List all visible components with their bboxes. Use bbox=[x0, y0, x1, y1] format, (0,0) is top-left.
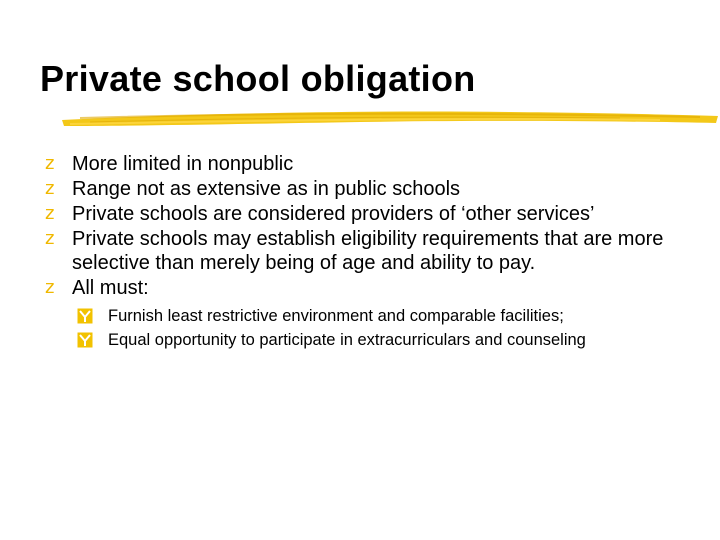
z-bullet-icon: z bbox=[45, 153, 55, 174]
bullet-text: Private schools may establish eligibility requirements that are more selective than merely being of age and ability to pay. bbox=[72, 228, 664, 274]
bullet-text: Private schools are considered providers of ‘other services’ bbox=[72, 203, 595, 225]
z-bullet-icon: z bbox=[45, 178, 55, 199]
bullet-item bbox=[45, 152, 705, 176]
sub-bullet-text: Furnish least restrictive environment and comparable facilities; bbox=[108, 307, 564, 325]
y-box-bullet-icon bbox=[77, 332, 93, 348]
bullet-text: All must: bbox=[72, 277, 149, 299]
bullet-text: Range not as extensive as in public schools bbox=[72, 178, 461, 200]
bullet-item bbox=[45, 177, 705, 201]
sub-bullet-text: Equal opportunity to participate in extracurriculars and counseling bbox=[108, 331, 586, 349]
bullet-text: More limited in nonpublic bbox=[72, 153, 294, 175]
bullet-list bbox=[45, 152, 705, 353]
z-bullet-icon: z bbox=[45, 277, 55, 298]
z-bullet-icon: z bbox=[45, 203, 55, 224]
sub-bullet-item bbox=[77, 305, 710, 328]
bullet-item bbox=[45, 202, 705, 226]
bullet-item bbox=[45, 276, 705, 352]
sub-bullet-list bbox=[77, 305, 710, 352]
title-underline-brush bbox=[60, 104, 720, 134]
y-box-bullet-icon bbox=[77, 308, 93, 324]
slide-title: Private school obligation bbox=[40, 58, 476, 99]
bullet-item bbox=[45, 227, 705, 275]
sub-bullet-item bbox=[77, 329, 710, 352]
z-bullet-icon: z bbox=[45, 228, 55, 249]
